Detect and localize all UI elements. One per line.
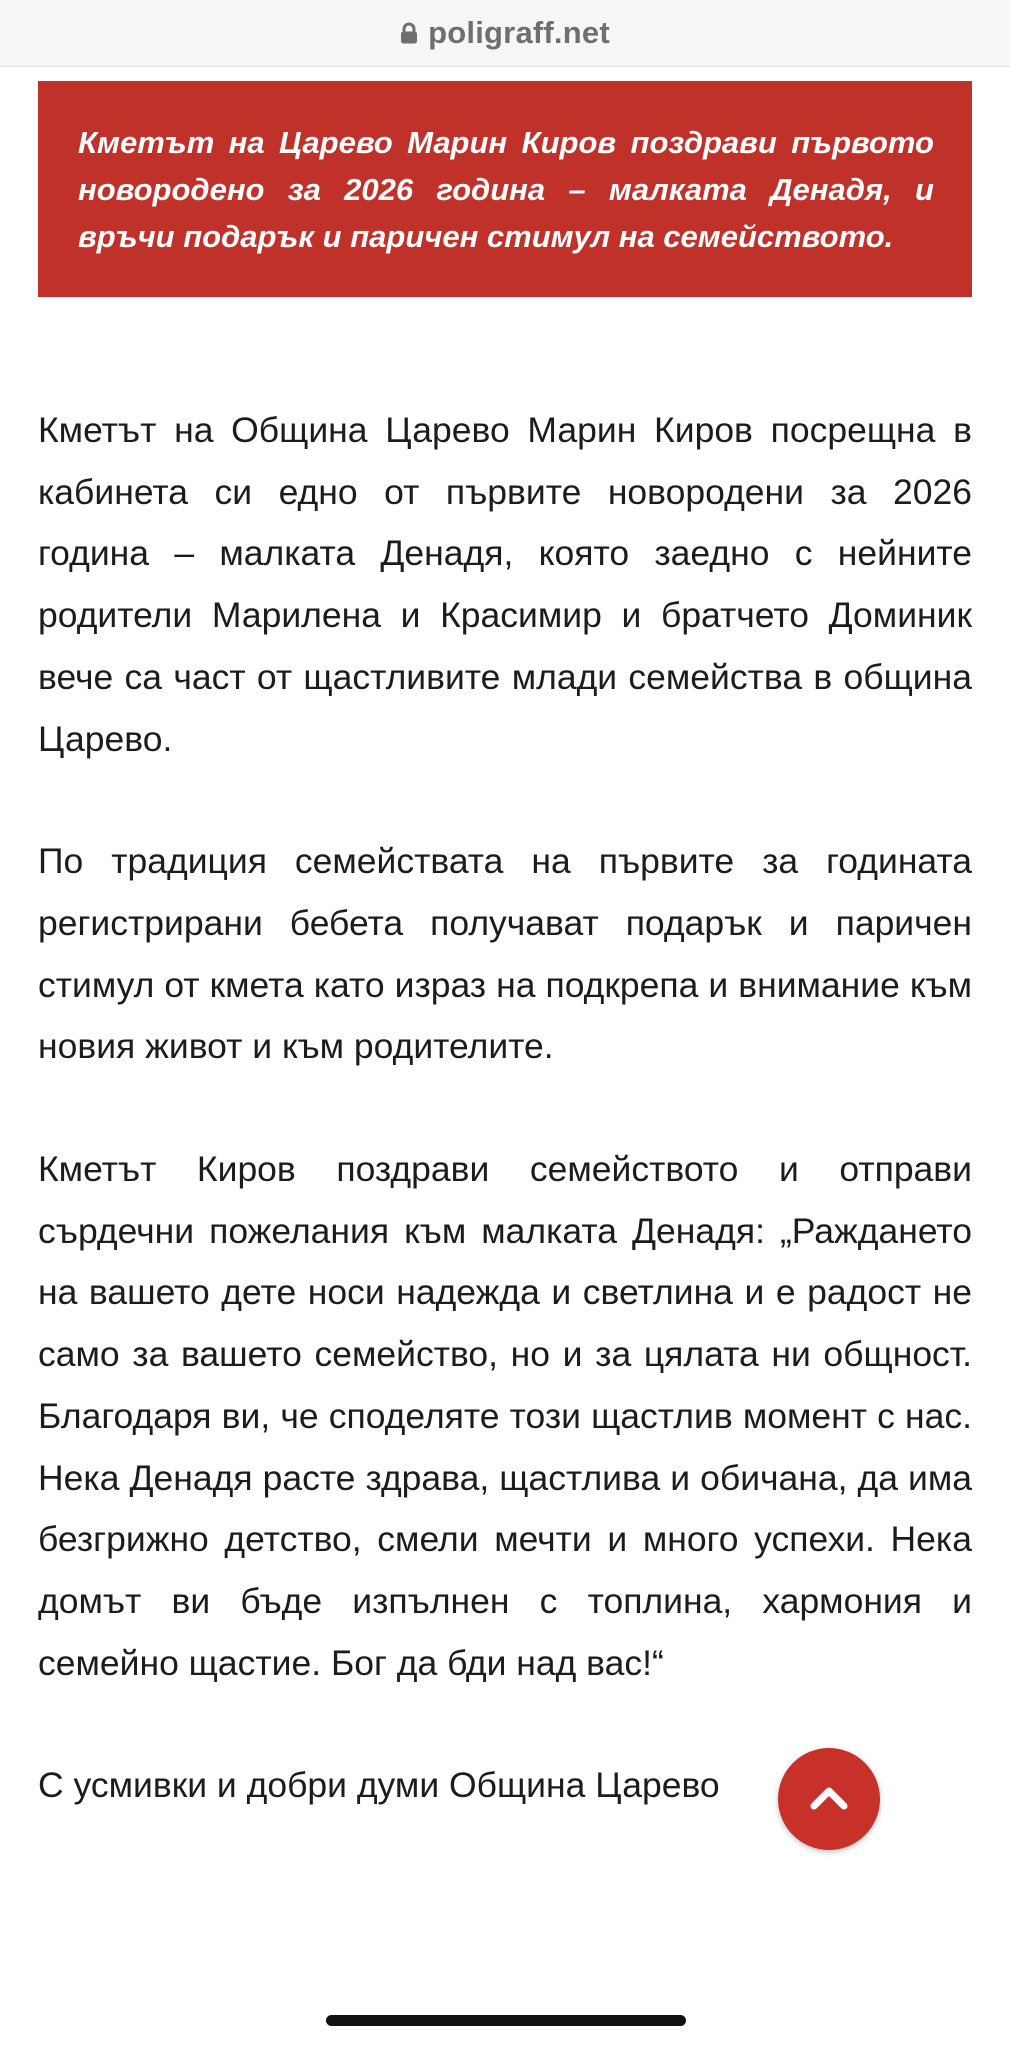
lock-icon xyxy=(400,22,418,44)
article-paragraph: С усмивки и добри думи Община Царево xyxy=(38,1765,720,1806)
browser-url-bar[interactable] xyxy=(0,0,1010,67)
url-domain[interactable]: poligraff.net xyxy=(428,15,610,50)
article-lead: Кметът на Царево Марин Киров поздрави първото новородено за 2026 година – малката Денадя, и връчи подарък и паричен стимул на семейството. xyxy=(78,125,934,254)
article-lead-box xyxy=(38,81,972,297)
home-indicator[interactable] xyxy=(326,2015,686,2026)
article-paragraph: По традиция семействата на първите за годината регистрирани бебета получават подарък и паричен стимул от кмета като израз на подкрепа и внимание към новия живот и към родителите. xyxy=(38,841,972,1067)
article-body xyxy=(38,400,972,1878)
chevron-up-icon xyxy=(809,1782,849,1817)
article-paragraph: Кметът Киров поздрави семейството и отправи сърдечни пожелания към малката Денадя: „Раждането на вашето дете носи надежда и светлина и е радост не само за вашето семейство, но и за цялата ни общност. Благодаря ви, че споделяте този щастлив момент с нас. Нека Денадя расте здрава, щастлива и обичана, да има безгрижно детство, смели мечти и много успехи. Нека домът ви бъде изпълнен с топлина, хармония и семейно щастие. Бог да бди над вас!“ xyxy=(38,1149,972,1683)
scroll-to-top-button[interactable] xyxy=(778,1748,880,1850)
article-paragraph: Кметът на Община Царево Марин Киров посрещна в кабинета си едно от първите новородени за 2026 година – малката Денадя, която заедно с нейните родители Марилена и Красимир и братчето Доминик вече са част от щастливите млади семейства в община Царево. xyxy=(38,410,972,759)
